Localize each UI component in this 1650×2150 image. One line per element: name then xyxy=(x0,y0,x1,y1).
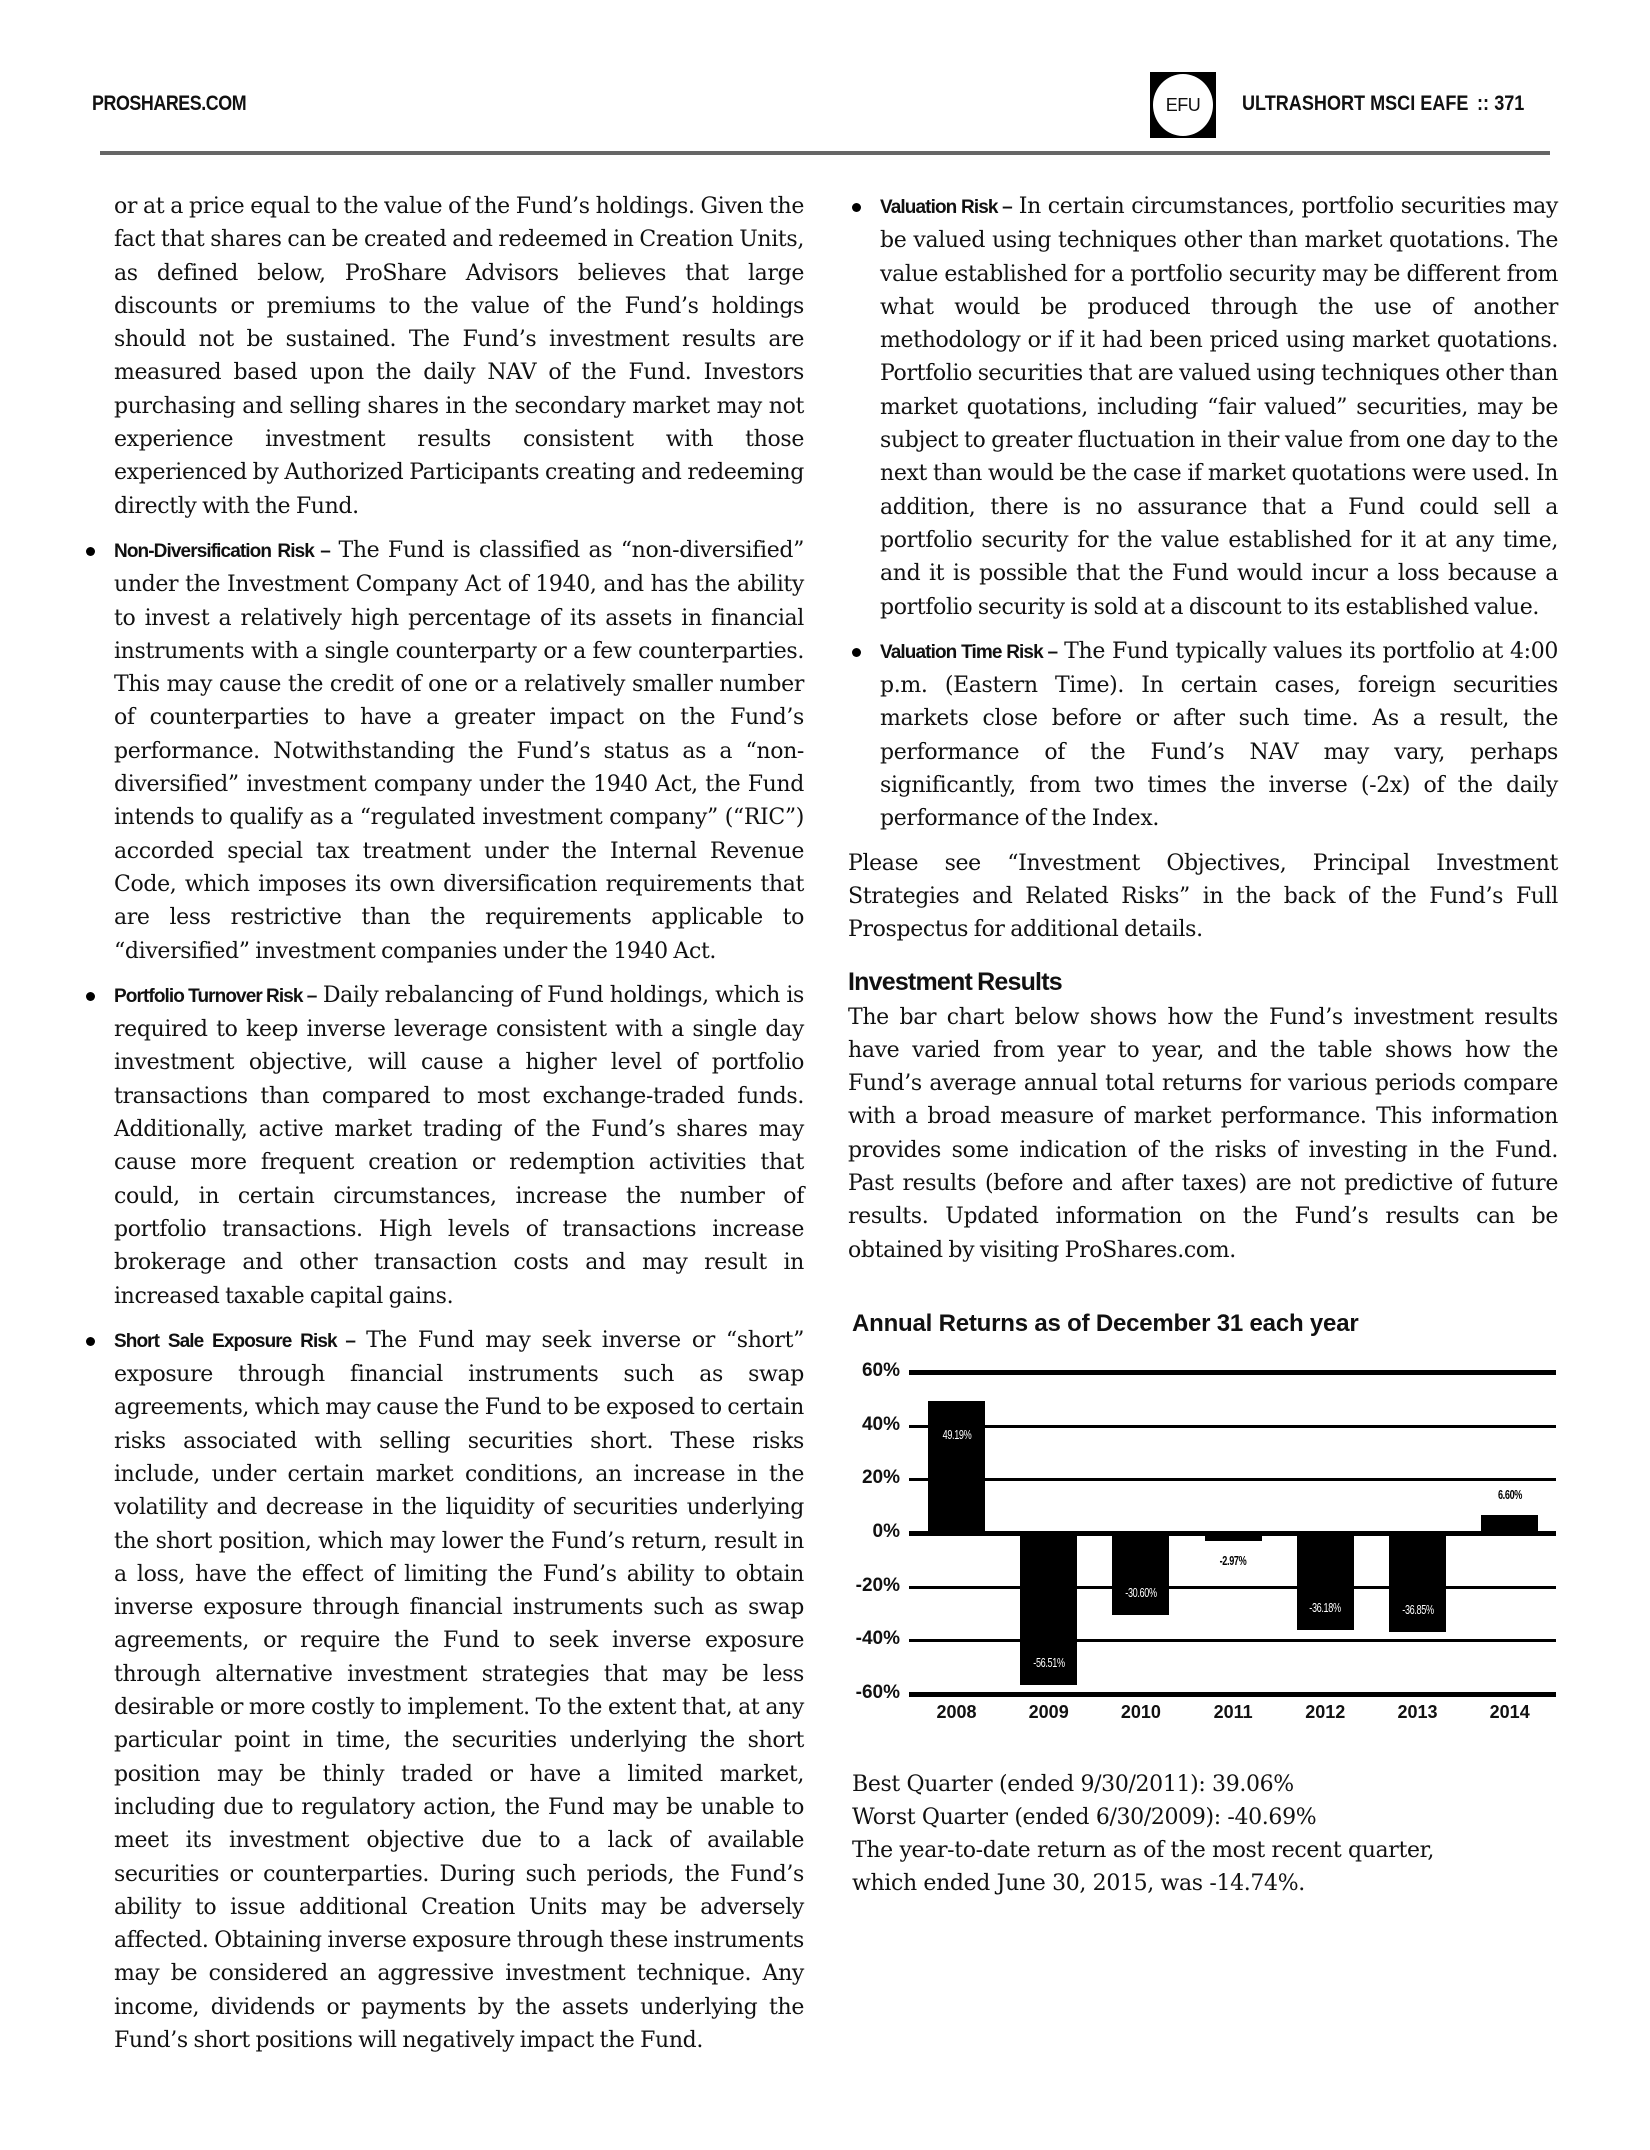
risk-title: Non-Diversification Risk – xyxy=(114,540,330,562)
bar-2014 xyxy=(1481,1515,1538,1533)
bar-value-label: 6.60% xyxy=(1497,1487,1522,1503)
x-axis-tick-label: 2009 xyxy=(1028,1702,1069,1722)
risk-item-valuation-time xyxy=(848,635,1558,836)
y-axis-tick-label: -60% xyxy=(855,1682,900,1703)
gridline xyxy=(909,1370,1556,1375)
gridline xyxy=(909,1639,1556,1642)
risk-item-portfolio-turnover xyxy=(82,979,804,1313)
risk-title: Valuation Time Risk – xyxy=(880,641,1058,663)
risk-item-short-sale-exposure xyxy=(82,1324,804,2058)
left-column xyxy=(114,190,804,2068)
risk-title: Valuation Risk – xyxy=(880,197,1012,218)
section-heading-investment-results: Investment Results xyxy=(848,967,1062,996)
bar-2012 xyxy=(1297,1533,1354,1630)
risk-text: Daily rebalancing of Fund holdings, which is required to keep inverse leverage consistent with a single day investment objective, will cause a higher level of portfolio transactions than compared to most exchange-traded funds. Additionally, active market trading of the Fund’s shares may cause more frequent creation or redemption activities that could, in certain circumstances, increase the number of portfolio transactions. High levels of transactions increase brokerage and other transaction costs and may result in increased taxable capital gains. xyxy=(114,982,804,1309)
annual-returns-bar-chart xyxy=(840,1350,1580,1750)
y-axis-tick-label: 0% xyxy=(872,1521,900,1542)
see-also-paragraph: Please see “Investment Objectives, Principal Investment Strategies and Related Risks” in the back of the Fund’s Full Prospectus for additional details. xyxy=(848,850,1558,943)
fund-name: ULTRASHORT MSCI EAFE xyxy=(1242,92,1469,115)
x-axis-tick-label: 2013 xyxy=(1397,1702,1438,1722)
risk-item-valuation xyxy=(848,190,1558,624)
bar-value-label: -2.97% xyxy=(1219,1552,1247,1568)
ytd-return-line-2: which ended June 30, 2015, was -14.74%. xyxy=(852,1871,1305,1896)
best-quarter: Best Quarter (ended 9/30/2011): 39.06% xyxy=(852,1772,1294,1797)
bar-2011 xyxy=(1205,1533,1262,1541)
bar-2013 xyxy=(1389,1533,1446,1632)
risk-title: Short Sale Exposure Risk – xyxy=(114,1330,356,1352)
risk-text: The Fund typically values its portfolio at 4:00 p.m. (Eastern Time). In certain cases, foreign securities markets close before or after such time. As a result, the performance of the Fund’s NAV may vary, perhaps significantly, from two times the inverse (-2x) of the daily performance of the Index. xyxy=(880,638,1558,832)
gridline xyxy=(909,1692,1556,1697)
bar-value-label: 49.19% xyxy=(942,1427,971,1442)
y-axis-tick-label: -40% xyxy=(855,1628,900,1650)
header-rule xyxy=(100,151,1550,155)
y-axis-tick-label: 60% xyxy=(861,1360,900,1381)
gridline xyxy=(909,1586,1556,1589)
bar-value-label: -36.18% xyxy=(1309,1600,1342,1616)
bar-2008 xyxy=(928,1401,985,1533)
worst-quarter: Worst Quarter (ended 6/30/2009): -40.69% xyxy=(852,1805,1317,1830)
right-column xyxy=(848,190,1558,1278)
risk-text: In certain circumstances, portfolio securities may be valued using techniques other than market quotations. The value established for a portfolio security may be different from what would be produced through the use of another methodology or if it had been priced using market quotations. Portfolio securities that are valued using techniques other than market quotations, including “fair valued” securities, may be subject to greater fluctuation in their value from one day to the next than would be the case if market quotations were used. In addition, there is no assurance that a Fund could sell a portfolio security for the value established for it at any time, and it is possible that the Fund would incur a loss because a portfolio security is sold at a discount to its established value. xyxy=(880,194,1558,620)
x-axis-tick-label: 2010 xyxy=(1120,1702,1161,1722)
heading-separator: :: xyxy=(1477,92,1490,115)
ticker-badge xyxy=(1150,72,1216,138)
investment-results-paragraph: The bar chart below shows how the Fund’s investment results have varied from year to year, and the table shows how the Fund’s average annual total returns for various periods compare with a broad measure of market performance. This information provides some indication of the risks of investing in the Fund. Past results (before and after taxes) are not predictive of future results. Updated information on the Fund’s results can be obtained by visiting ProShares.com. xyxy=(848,1004,1558,1263)
page-heading xyxy=(1242,92,1524,116)
bar-value-label: -56.51% xyxy=(1032,1654,1065,1670)
bar-value-label: -36.85% xyxy=(1401,1601,1434,1617)
bar-2010 xyxy=(1112,1533,1169,1615)
y-axis-tick-label: 20% xyxy=(861,1467,900,1489)
y-axis-tick-label: 40% xyxy=(861,1413,900,1435)
gridline xyxy=(909,1425,1556,1428)
ytd-return-line-1: The year-to-date return as of the most recent quarter, xyxy=(852,1838,1435,1863)
quarter-returns xyxy=(852,1768,1572,1900)
risk-item-non-diversification xyxy=(82,534,804,968)
x-axis-tick-label: 2011 xyxy=(1213,1702,1253,1722)
gridline xyxy=(909,1478,1556,1481)
ticker-badge-label: EFU xyxy=(1153,74,1213,136)
bar-value-label: -30.60% xyxy=(1125,1585,1157,1601)
x-axis-tick-label: 2008 xyxy=(936,1702,977,1722)
intro-paragraph: or at a price equal to the value of the Fund’s holdings. Given the fact that shares can be created and redeemed in Creation Units, as defined below, ProShare Advisors believes that large discounts or premiums to the value of the Fund’s holdings should not be sustained. The Fund’s investment results are measured based upon the daily NAV of the Fund. Investors purchasing and selling shares in the secondary market may not experience investment results consistent with those experienced by Authorized Participants creating and redeeming directly with the Fund. xyxy=(114,194,804,519)
y-axis-tick-label: -20% xyxy=(855,1574,900,1596)
chart-title: Annual Returns as of December 31 each year xyxy=(852,1310,1359,1337)
risk-text: The Fund is classified as “non-diversified” under the Investment Company Act of 1940, and has the ability to invest a relatively high percentage of its assets in financial instruments with a single counterparty or a few counterparties. This may cause the credit of one or a relatively smaller number of counterparties to have a greater impact on the Fund’s performance. Notwithstanding the Fund’s status as a “non-diversified” investment company under the 1940 Act, the Fund intends to qualify as a “regulated investment company” (“RIC”) accorded special tax treatment under the Internal Revenue Code, which imposes its own diversification requirements that are less restrictive than the requirements applicable to “diversified” investment companies under the 1940 Act. xyxy=(114,537,804,964)
x-axis-tick-label: 2012 xyxy=(1305,1702,1346,1722)
page-number: 371 xyxy=(1494,92,1525,115)
risk-title: Portfolio Turnover Risk – xyxy=(114,985,317,1007)
x-axis-tick-label: 2014 xyxy=(1489,1702,1530,1722)
risk-text: The Fund may seek inverse or “short” exposure through financial instruments such as swap agreements, which may cause the Fund to be exposed to certain risks associated with selling securities short. These risks include, under certain market conditions, an increase in the volatility and decrease in the liquidity of securities underlying the short position, which may lower the Fund’s return, result in a loss, have the effect of limiting the Fund’s ability to obtain inverse exposure through financial instruments such as swap agreements, or require the Fund to seek inverse exposure through alternative investment strategies that may be less desirable or more costly to implement. To the extent that, at any particular point in time, the securities underlying the short position may be thinly traded or have a limited market, including due to regulatory action, the Fund may be unable to meet its investment objective due to a lack of available securities or counterparties. During such periods, the Fund’s ability to issue additional Creation Units may be adversely affected. Obtaining inverse exposure through these instruments may be considered an aggressive investment technique. Any income, dividends or payments by the assets underlying the Fund’s short positions will negatively impact the Fund. xyxy=(114,1327,804,2054)
site-name: PROSHARES.COM xyxy=(92,92,247,115)
